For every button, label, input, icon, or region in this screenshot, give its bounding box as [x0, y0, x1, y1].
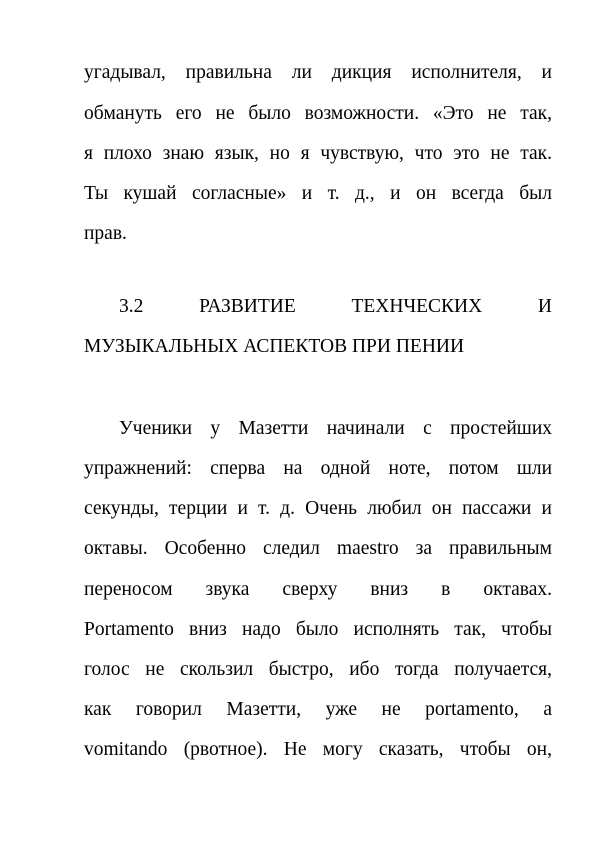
heading-line: МУЗЫКАЛЬНЫХ АСПЕКТОВ ПРИ ПЕНИИ: [84, 336, 465, 357]
text-line: октавы. Особенно следил maestro за правильным: [84, 538, 552, 559]
text-line: угадывал, правильна ли дикция исполнителя, и: [84, 62, 552, 83]
text-line: обмануть его не было возможности. «Это не так,: [84, 103, 552, 124]
text-line: как говорил Мазетти, уже не portamento, а: [84, 699, 552, 720]
text-line: прав.: [84, 223, 127, 244]
text-line: упражнений: сперва на одной ноте, потом шли: [84, 458, 552, 479]
text-line: Ты кушай согласные» и т. д., и он всегда был: [84, 183, 552, 204]
text-line: Ученики у Мазетти начинали с простейших: [119, 418, 552, 439]
text-line: секунды, терции и т. д. Очень любил он пассажи и: [84, 498, 552, 519]
text-line: переносом звука сверху вниз в октавах.: [84, 579, 552, 600]
text-line: vomitando (рвотное). Не могу сказать, чтобы он,: [84, 739, 552, 760]
text-line: я плохо знаю язык, но я чувствую, что это не так.: [84, 143, 552, 164]
text-line: голос не скользил быстро, ибо тогда получается,: [84, 659, 552, 680]
text-line: Portamento вниз надо было исполнять так, чтобы: [84, 619, 552, 640]
heading-line: 3.2 РАЗВИТИЕ ТЕХНЧЕСКИХ И: [119, 296, 552, 317]
